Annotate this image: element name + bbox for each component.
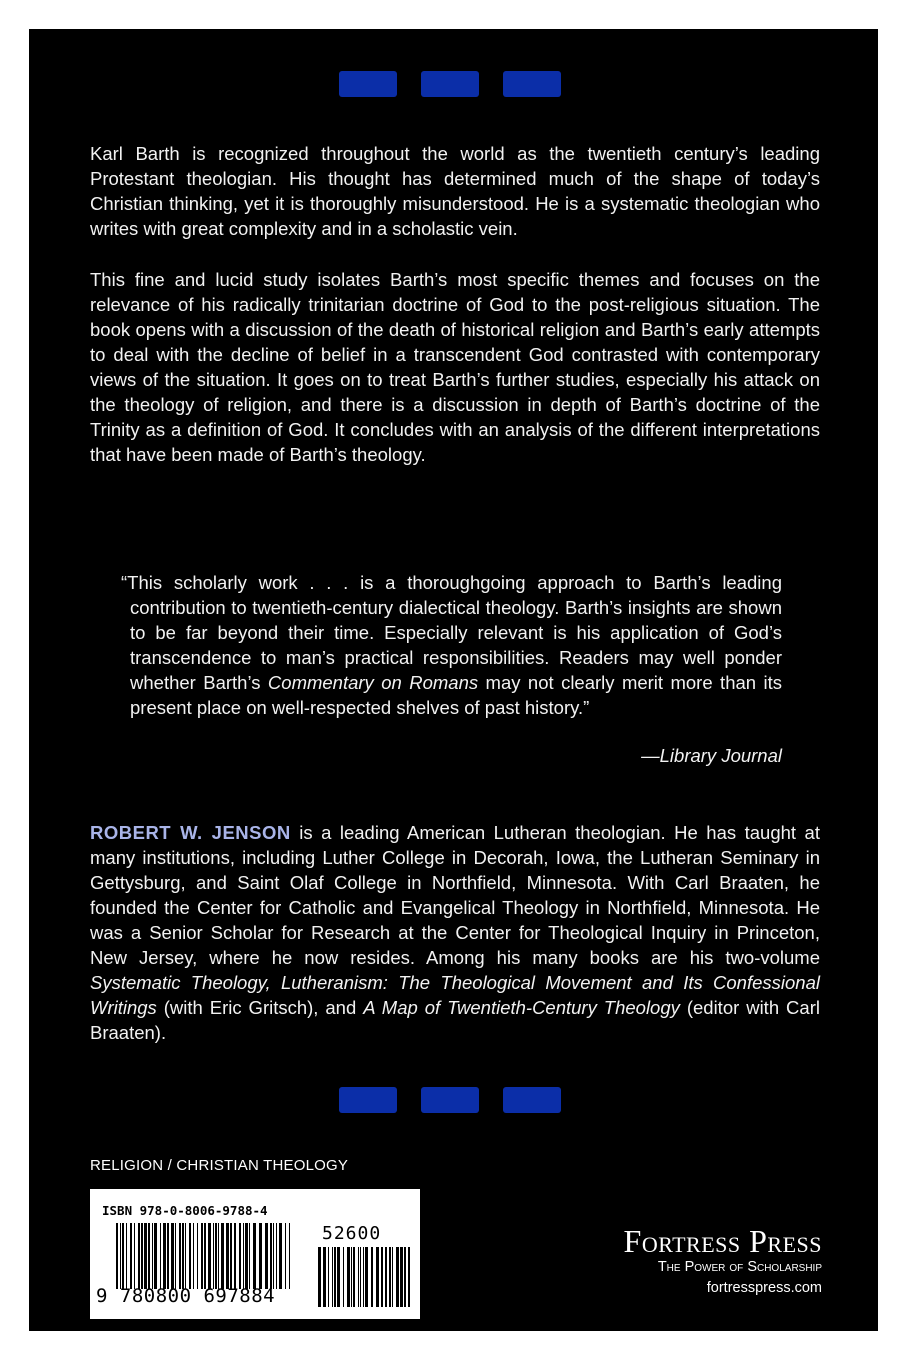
barcode-stripe <box>363 1247 364 1307</box>
review-quote <box>121 570 782 720</box>
top-decorative-bars <box>339 71 561 97</box>
barcode-stripe <box>343 1247 344 1307</box>
author-bio-text-3: (editor with Carl Braaten). <box>90 997 820 1043</box>
barcode-number: 9 780800 697884 <box>96 1285 276 1307</box>
barcode-stripe <box>148 1223 150 1289</box>
barcode-stripe <box>408 1247 410 1307</box>
barcode-stripe <box>189 1223 191 1289</box>
barcode-stripe <box>358 1247 359 1307</box>
barcode-stripe <box>215 1223 217 1289</box>
barcode-stripe <box>193 1223 194 1289</box>
barcode-stripe <box>239 1223 241 1289</box>
barcode-stripe <box>160 1223 161 1289</box>
quote-text-1: “This scholarly work . . . is a thoroughgoing approach to Barth’s leading contribution to twentieth-century dialectical theology. Barth’s insights are shown to be far beyond their time. Especially relevant is his application of God’s transcendence to man’s practical responsibilities. Readers may well ponder whether Barth’s <box>121 572 782 693</box>
barcode-stripe <box>381 1247 383 1307</box>
barcode-stripe <box>218 1223 219 1289</box>
barcode-stripe <box>226 1223 229 1289</box>
barcode-stripe <box>328 1247 329 1307</box>
barcode-stripe <box>120 1223 121 1289</box>
barcode-stripe <box>396 1247 399 1307</box>
author-book-1: Systematic Theology, Lutheranism: The Theological Movement and Its Confessional Writings <box>90 972 820 1018</box>
author-bio-text-2: (with Eric Gritsch), and <box>156 997 364 1018</box>
barcode-stripe <box>141 1223 143 1289</box>
quote-attribution: —Library Journal <box>641 745 782 766</box>
isbn-label: ISBN 978-0-8006-9788-4 <box>102 1203 268 1218</box>
barcode-stripe <box>213 1223 214 1289</box>
back-cover <box>29 29 878 1331</box>
barcode-stripe <box>365 1247 368 1307</box>
barcode-stripe <box>130 1223 132 1289</box>
isbn-barcode <box>90 1189 420 1319</box>
barcode-stripe <box>334 1247 336 1307</box>
barcode-stripe <box>144 1223 147 1289</box>
barcode-stripe <box>318 1247 321 1307</box>
barcode-stripe <box>400 1247 403 1307</box>
barcode-stripe <box>154 1223 157 1289</box>
author-bio <box>90 820 820 1045</box>
quote-text-2: may not clearly merit more than its present place on well-respected shelves of past history.” <box>130 672 782 718</box>
barcode-stripe <box>389 1247 391 1307</box>
ean-barcode-bars <box>116 1223 292 1289</box>
barcode-stripe <box>289 1223 290 1289</box>
author-book-2: A Map of Twentieth-Century Theology <box>363 997 680 1018</box>
blue-bar <box>339 1087 397 1113</box>
barcode-stripe <box>385 1247 387 1307</box>
bottom-decorative-bars <box>339 1087 561 1113</box>
barcode-stripe <box>243 1223 244 1289</box>
barcode-stripe <box>185 1223 186 1289</box>
barcode-stripe <box>337 1247 340 1307</box>
barcode-stripe <box>179 1223 181 1289</box>
barcode-stripe <box>245 1223 248 1289</box>
barcode-stripe <box>167 1223 169 1289</box>
barcode-stripe <box>126 1223 127 1289</box>
barcode-stripe <box>234 1223 236 1289</box>
barcode-stripe <box>116 1223 118 1289</box>
barcode-stripe <box>285 1223 286 1289</box>
category-label: RELIGION / CHRISTIAN THEOLOGY <box>90 1157 349 1174</box>
publisher-tagline: The Power of Scholarship <box>657 1259 822 1275</box>
blue-bar <box>339 71 397 97</box>
barcode-stripe <box>270 1223 272 1289</box>
barcode-stripe <box>323 1247 326 1307</box>
barcode-stripe <box>273 1223 274 1289</box>
blue-bar <box>421 71 479 97</box>
barcode-stripe <box>253 1223 256 1289</box>
barcode-stripe <box>122 1223 124 1289</box>
quote-book-title: Commentary on Romans <box>267 672 479 693</box>
barcode-stripe <box>404 1247 406 1307</box>
barcode-stripe <box>138 1223 140 1289</box>
barcode-stripe <box>221 1223 224 1289</box>
price-barcode-bars <box>318 1247 410 1307</box>
blue-bar <box>503 71 561 97</box>
barcode-stripe <box>351 1247 352 1307</box>
author-name: ROBERT W. JENSON <box>90 822 291 843</box>
barcode-stripe <box>332 1247 333 1307</box>
barcode-stripe <box>279 1223 282 1289</box>
barcode-stripe <box>163 1223 166 1289</box>
price-code: 52600 <box>322 1223 382 1244</box>
barcode-stripe <box>353 1247 355 1307</box>
barcode-stripe <box>134 1223 135 1289</box>
blurb-paragraph-1: Karl Barth is recognized throughout the world as the twentieth century’s leading Protestant theologian. His thought has determined much of the shape of today’s Christian thinking, yet it is thoroughly misunderstood. He is a systematic theologian who writes with great complexity and in a scholastic vein. <box>90 143 820 239</box>
barcode-stripe <box>204 1223 206 1289</box>
blue-bar <box>421 1087 479 1113</box>
barcode-stripe <box>371 1247 373 1307</box>
blue-bar <box>503 1087 561 1113</box>
barcode-stripe <box>347 1247 350 1307</box>
blurb-paragraph-2: This fine and lucid study isolates Barth’s most specific themes and focuses on the relevance of his radically trinitarian doctrine of God to the post-religious situation. The book opens with a discussion of the death of historical religion and Barth’s early attempts to deal with the decline of belief in a transcendent God contrasted with contemporary views of the situation. It goes on to treat Barth’s further studies, especially his attack on the theology of religion, and there is a discussion in depth of Barth’s doctrine of the Trinity as a definition of God. It concludes with an analysis of the different interpretations that have been made of Barth’s theology. <box>90 269 820 465</box>
barcode-stripe <box>230 1223 232 1289</box>
barcode-stripe <box>182 1223 184 1289</box>
barcode-stripe <box>360 1247 361 1307</box>
barcode-stripe <box>152 1223 153 1289</box>
barcode-stripe <box>249 1223 250 1289</box>
publisher-name: Fortress Press <box>623 1223 822 1259</box>
barcode-stripe <box>376 1247 379 1307</box>
barcode-stripe <box>175 1223 176 1289</box>
barcode-stripe <box>276 1223 277 1289</box>
author-bio-text-1: is a leading American Lutheran theologian. He has taught at many institutions, including Luther College in Decorah, Iowa, the Lutheran Seminary in Gettysburg, and Saint Olaf College in Northfield, Minnesota. With Carl Braaten, he founded the Center for Catholic and Evangelical Theology in Northfield, Minnesota. He was a Senior Scholar for Research at the Center for Theological Inquiry in Princeton, New Jersey, where he now resides. Among his many books are his two-volume <box>90 822 820 968</box>
barcode-stripe <box>171 1223 174 1289</box>
barcode-stripe <box>201 1223 203 1289</box>
barcode-stripe <box>259 1223 262 1289</box>
publisher-url: fortresspress.com <box>706 1280 822 1296</box>
barcode-stripe <box>197 1223 198 1289</box>
barcode-stripe <box>265 1223 268 1289</box>
barcode-stripe <box>392 1247 393 1307</box>
barcode-stripe <box>208 1223 211 1289</box>
